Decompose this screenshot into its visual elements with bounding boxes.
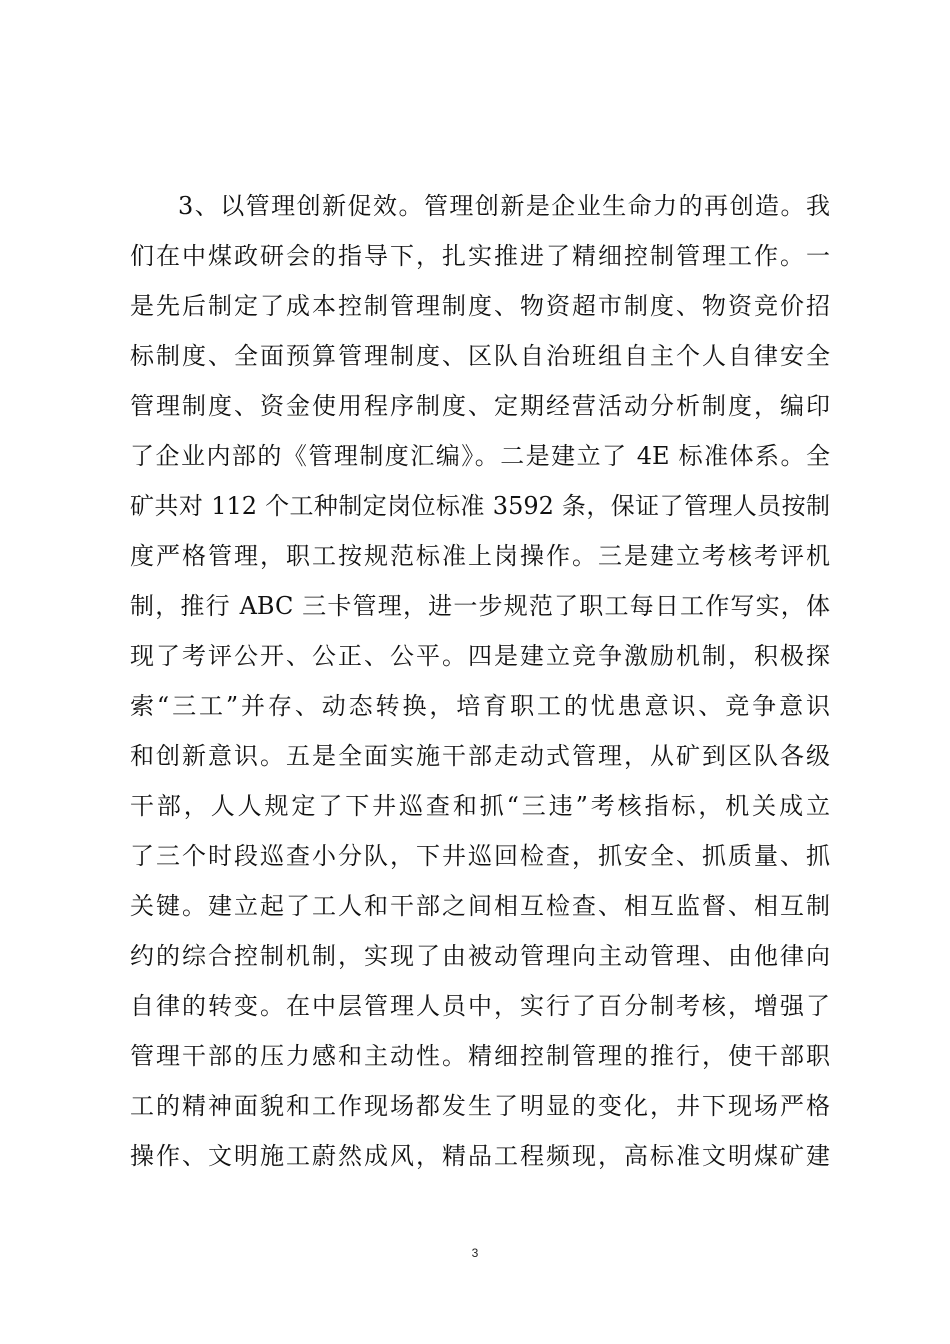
text-line: 管理干部的压力感和主动性。精细控制管理的推行，使干部职 — [130, 1042, 830, 1070]
text-line: 度严格管理，职工按规范标准上岗操作。三是建立考核考评机 — [130, 542, 830, 570]
text-line: 关键。建立起了工人和干部之间相互检查、相互监督、相互制 — [130, 892, 830, 920]
text-line: 制，推行 ABC 三卡管理，进一步规范了职工每日工作写实，体 — [130, 592, 830, 620]
text-line: 3、以管理创新促效。管理创新是企业生命力的再创造。我 — [178, 192, 830, 220]
text-line: 自律的转变。在中层管理人员中，实行了百分制考核，增强了 — [130, 992, 830, 1020]
text-line: 管理制度、资金使用程序制度、定期经营活动分析制度，编印 — [130, 392, 830, 420]
text-line: 索“三工”并存、动态转换，培育职工的忧患意识、竞争意识 — [130, 692, 830, 720]
text-line: 工的精神面貌和工作现场都发生了明显的变化，井下现场严格 — [130, 1092, 830, 1120]
text-line: 了三个时段巡查小分队，下井巡回检查，抓安全、抓质量、抓 — [130, 842, 830, 870]
body-paragraph — [130, 181, 830, 1181]
text-line: 标制度、全面预算管理制度、区队自治班组自主个人自律安全 — [130, 342, 830, 370]
text-line: 约的综合控制机制，实现了由被动管理向主动管理、由他律向 — [130, 942, 830, 970]
text-line: 现了考评公开、公正、公平。四是建立竞争激励机制，积极探 — [130, 642, 830, 670]
text-line: 和创新意识。五是全面实施干部走动式管理，从矿到区队各级 — [130, 742, 830, 770]
text-line: 是先后制定了成本控制管理制度、物资超市制度、物资竞价招 — [130, 292, 830, 320]
page-number: 3 — [471, 1246, 479, 1260]
text-line: 矿共对 112 个工种制定岗位标准 3592 条，保证了管理人员按制 — [130, 492, 830, 520]
text-line: 操作、文明施工蔚然成风，精品工程频现，高标准文明煤矿建 — [130, 1142, 830, 1170]
text-line: 干部，人人规定了下井巡查和抓“三违”考核指标，机关成立 — [130, 792, 830, 820]
text-line: 们在中煤政研会的指导下，扎实推进了精细控制管理工作。一 — [130, 242, 830, 270]
text-line: 了企业内部的《管理制度汇编》。二是建立了 4E 标准体系。全 — [130, 442, 830, 470]
